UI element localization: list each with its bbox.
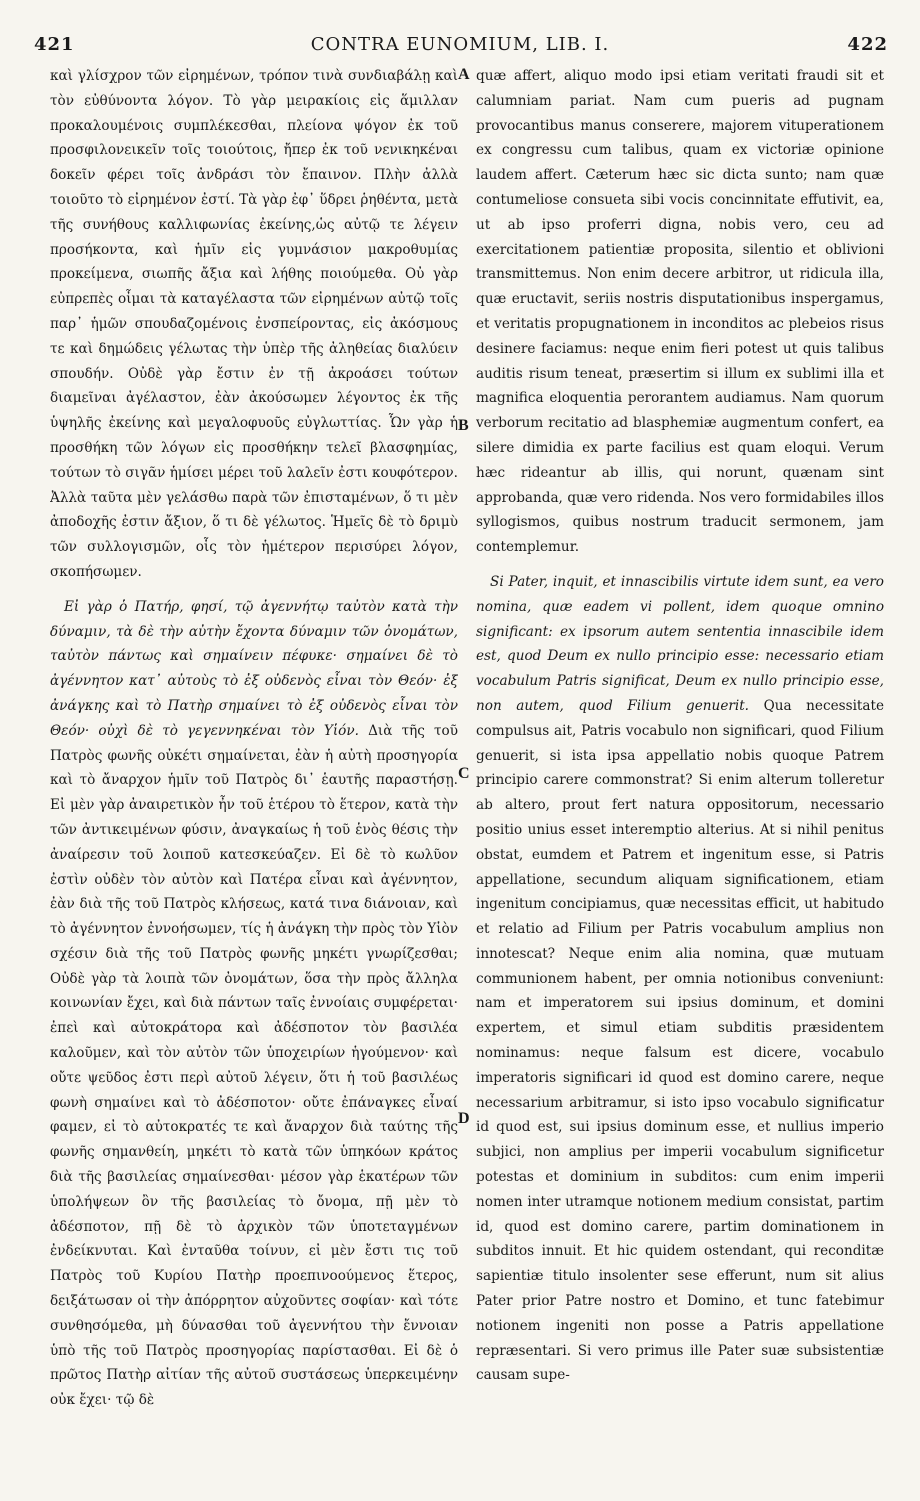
margin-letter-a: A [458,66,470,83]
greek-paragraph-1: καὶ γλίσχρον τῶν εἰρημένων, τρόπον τινὰ συνδιαβάλῃ καὶ τὸν εὐθύνοντα λόγον. Τὸ γὰρ μειρακίοις εἰς ἅμιλλαν προκαλουμένοις συμπλέκεσθαι, πλείονα ψόγον ἐκ τοῦ προσφιλονεικεῖν τοῖς τοιούτοις, ἤπερ ἐκ τοῦ νενικηκέναι δοκεῖν φέρει τοῖς ἀνδράσι τὸν ἔπαινον. Πλὴν ἀλλὰ τοιοῦτο τὸ εἰρημένον ἐστί. Τὰ γὰρ ἐφ᾽ ὕδρει ῥηθέντα, μετὰ τῆς συνήθους καλλιφωνίας ἐκείνης,ὡς αὐτῷ τε λέγειν προσήκοντα, καὶ ἡμῖν εἰς γυμνάσιον μακροθυμίας προκείμενα, σιωπῆς ἄξια καὶ λήθης ποιούμεθα. Οὐ γὰρ εὐπρεπὲς οἶμαι τὰ καταγέλαστα τῶν εἰρημένων αὐτῷ τοῖς παρ᾽ ἡμῶν σπουδαζομένοις ἐνσπείροντας, εἰς ἀκόσμους τε καὶ δημώδεις γέλωτας τὴν ὑπὲρ τῆς ἀληθείας διαλύειν σπουδήν. Οὐδὲ γὰρ ἔστιν ἐν τῇ ἀκροάσει τούτων διαμεῖναι ἀγέλαστον, ἐὰν ἀκούσωμεν λέγοντος ἐκ τῆς ὑψηλῆς ἐκείνης καὶ μεγαλοφυοῦς εὐγλωττίας. Ὧν γὰρ ἡ προσθήκη τῶν λόγων εἰς προσθήκην τελεῖ βλασφημίας, τούτων τὸ σιγᾶν ἡμίσει μέρει τοῦ λαλεῖν ἐστι κουφότερον. Ἀλλὰ ταῦτα μὲν γελάσθω παρὰ τῶν ἐπισταμένων, ὅ τι μὲν ἀποδοχῆς ἐστιν ἄξιον, ὅ τι δὲ γέλωτος. Ἡμεῖς δὲ τὸ δριμὺ τῶν συλλογισμῶν, οἷς τὸν ἡμέτερον περισύρει λόγον, σκοπήσωμεν. [50,68,458,580]
page-number-left: 421 [34,34,75,55]
greek-quotation: Εἰ γὰρ ὁ Πατήρ, φησί, τῷ ἀγεννήτῳ ταὐτὸν κατὰ τὴν δύναμιν, τὰ δὲ τὴν αὐτὴν ἔχοντα δύναμιν τῶν ὀνομάτων, ταὐτὸν πάντως καὶ σημαίνειν πέφυκε· σημαίνει δὲ τὸ ἀγέννητον κατ᾽ αὐτοὺς τὸ ἐξ οὐδενὸς εἶναι τὸν Θεόν· ἐξ ἀνάγκης καὶ τὸ Πατὴρ σημαίνει τὸ ἐξ οὐδενὸς εἶναι τὸν Θεόν· οὐχὶ δὲ τὸ γεγεννηκέναι τὸν Υἱόν. [50,598,458,739]
margin-letter-c: C [458,765,470,782]
greek-paragraph-2 [50,595,458,1413]
page-number-right: 422 [847,34,888,55]
margin-letter-b: B [458,417,469,434]
latin-paragraph-2 [476,570,884,1388]
latin-column [476,64,884,1481]
running-title: CONTRA EUNOMIUM, LIB. I. [310,34,610,55]
running-header [30,34,890,60]
margin-letter-d: D [458,1110,470,1127]
latin-paragraph-1: quæ affert, aliquo modo ipsi etiam veritati fraudi sit et calumniam pariat. Nam cum pueris ad pugnam provocantibus manus conserere, majorem vituperationem ex congressu cum talibus, quam ex victoriæ opinione laudem affert. Cæterum hæc sic dicta sunto; nam quæ contumeliose consueta sibi vocis concinnitate effutivit, ea, ut ab ipso proferri digna, nobis vero, ceu ad exercitationem patientiæ proposita, silentio et oblivioni transmittemus. Non enim decere arbitror, ut ridicula illa, quæ eructavit, seriis nostris disputationibus inspergamus, et veritatis propugnationem in inconditos ac plebeios risus desinere faciamus: neque enim fieri potest ut quis talibus auditis risum teneat, præsertim si illum ex sublimi illa et magnifica eloquentia perorantem audiamus. Nam quorum verborum recitatio ad blasphemiæ augmentum confert, ea silere dimidia ex parte facilius est quam eloqui. Verum hæc rideantur ab illis, qui norunt, quænam sint approbanda, quæ vero ridenda. Nos vero formidabiles illos syllogismos, quibus nostrum traducit sermonem, jam contemplemur. [476,68,884,556]
greek-paragraph-2-body: Διὰ τῆς τοῦ Πατρὸς φωνῆς οὐκέτι σημαίνεται, ἐὰν ἡ αὐτὴ προσηγορία καὶ τὸ ἄναρχον ἡμῖν τοῦ Πατρὸς δι᾽ ἑαυτῆς παραστήσῃ. Εἰ μὲν γὰρ ἀναιρετικὸν ἦν τοῦ ἑτέρου τὸ ἕτερον, κατὰ τὴν τῶν ἀντικειμένων φύσιν, ἀναγκαίως ἡ τοῦ ἑνὸς θέσις τὴν ἀναίρεσιν τοῦ λοιποῦ κατεσκεύαζεν. Εἰ δὲ τὸ κωλῦον ἐστὶν οὐδὲν τὸν αὐτὸν καὶ Πατέρα εἶναι καὶ ἀγέννητον, ἐὰν διὰ τῆς τοῦ Πατρὸς κλήσεως, κατά τινα διάνοιαν, καὶ τὸ ἀγέννητον ἐννοήσωμεν, τίς ἡ ἀνάγκη τὴν πρὸς τὸν Υἱὸν σχέσιν διὰ τῆς τοῦ Πατρὸς φωνῆς μηκέτι γνωρίζεσθαι; Οὐδὲ γὰρ τὰ λοιπὰ τῶν ὀνομάτων, ὅσα τὴν πρὸς ἄλληλα κοινωνίαν ἔχει, καὶ διὰ πάντων ταῖς ἐννοίαις συμφέρεται· ἐπεὶ καὶ αὐτοκράτορα καὶ ἀδέσποτον τὸν βασιλέα καλοῦμεν, καὶ τὸν αὐτὸν τῶν ὑποχειρίων ἡγούμενον· καὶ οὔτε ψεῦδος ἐστι περὶ αὐτοῦ λέγειν, ὅτι ἡ τοῦ βασιλέως φωνὴ σημαίνει καὶ τὸ ἀδέσποτον· οὔτε ἐπάναγκες εἶναί φαμεν, εἰ τὸ αὐτοκρατές τε καὶ ἄναρχον διὰ ταύτης τῆς φωνῆς σημανθείη, μηκέτι τὸ κατὰ τῶν ὑπηκόων κράτος διὰ τῆς βασιλείας σημαίνεσθαι· μέσον γὰρ ἑκατέρων τῶν ὑπολήψεων ὂν τῆς βασιλείας τὸ ὄνομα, πῇ μὲν τὸ ἀδέσποτον, πῇ δὲ τὸ ἀρχικὸν τῶν ὑποτεταγμένων ἐνδείκνυται. Καὶ ἐνταῦθα τοίνυν, εἰ μὲν ἔστι τις τοῦ Πατρὸς τοῦ Κυρίου Πατὴρ προεπινοούμενος ἕτερος, δειξάτωσαν οἱ τὴν ἀπόρρητον αὐχοῦντες σοφίαν· καὶ τότε συνθησόμεθα, μὴ δύνασθαι τοῦ ἀγεννήτου τὴν ἔννοιαν ὑπὸ τῆς τοῦ Πατρὸς προσηγορίας παρίστασθαι. Εἰ δὲ ὁ πρῶτος Πατὴρ αἰτίαν τῆς αὐτοῦ συστάσεως ὑπερκειμένην οὐκ ἔχει· τῷ δὲ [50,722,458,1409]
latin-quotation: Si Pater, inquit, et innascibilis virtute idem sunt, ea vero nomina, quæ eadem vi pollent, idem quoque omnino significant: ex ipsorum autem sententia innascibile idem est, quod Deum ex nullo principio esse: necessario etiam vocabulum Patris significat, Deum ex nullo principio esse, non autem, quod Filium genuerit. [476,573,884,714]
latin-paragraph-2-body: Qua necessitate compulsus ait, Patris vocabulo non significari, quod Filium genuerit, si ista ipsa appellatio nobis quoque Patrem principio carere commonstrat? Si enim alterum tolleretur ab altero, prout fert natura oppositorum, necessario positio unius esset interemptio alterius. At si nihil penitus obstat, eumdem et Patrem et ingenitum esse, si Patris appellatione, secundum aliquam significationem, etiam ingenitum concipiamus, quæ necessitas efficit, ut habitudo et relatio ad Filium per Patris vocabulum amplius non innotescat? Neque enim alia nomina, quæ mutuam communionem habent, per omnia notionibus conveniunt: nam et imperatorem sui ipsius dominum, et domini expertem, et simul etiam subditis præsidentem nominamus: neque falsum est dicere, vocabulo imperatoris significari id quod est domino carere, neque necessarium arbitramur, si isto ipso vocabulo significatur id quod est, sui ipsius dominum esse, et nullius imperio subjici, non amplius per imperii vocabulum significetur potestas et dominium in subditos: cum enim imperii nomen inter utramque notionem medium consistat, partim id, quod est domino carere, partim dominationem in subditos innuit. Et hic quidem ostendant, qui reconditæ sapientiæ titulo insolenter sese efferunt, num sit alius Pater prior Patre nostro et Domino, et tunc fatebimur notionem ingeniti non posse a Patris appellatione repræsentari. Si vero primus ille Pater suæ subsistentiæ causam supe- [476,697,884,1384]
greek-column [50,64,458,1481]
